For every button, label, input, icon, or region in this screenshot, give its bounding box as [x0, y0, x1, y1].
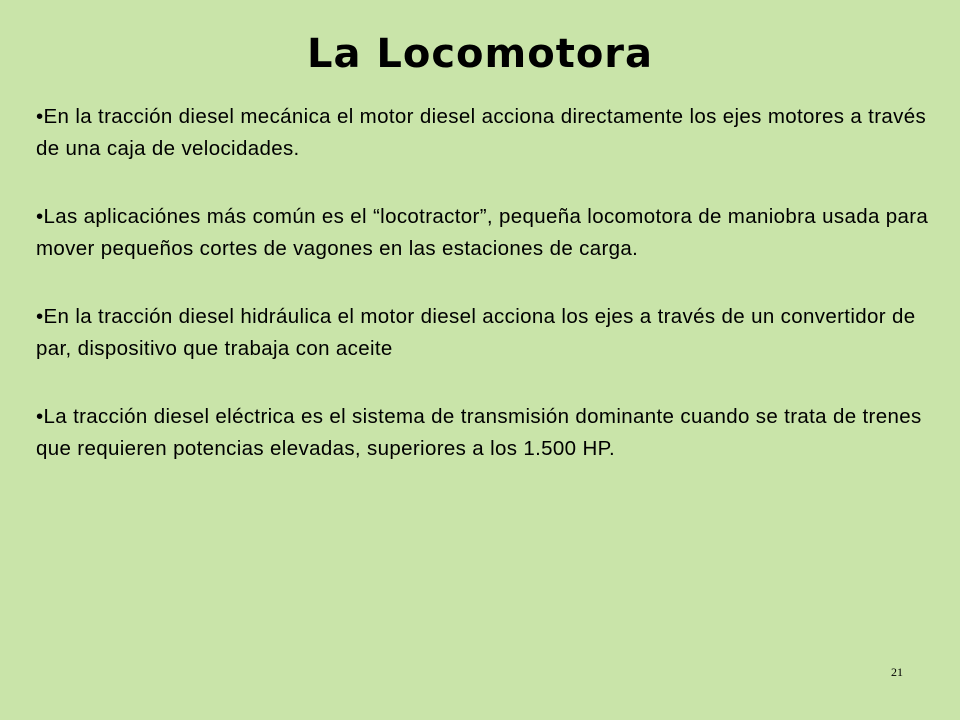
bullet-marker: • — [36, 305, 44, 328]
bullet-item — [36, 101, 936, 165]
bullet-marker: • — [36, 105, 44, 128]
bullet-marker: • — [36, 205, 44, 228]
bullet-item — [36, 301, 936, 365]
bullet-list — [36, 101, 936, 501]
bullet-text: Las aplicaciónes más común es el “locotractor”, pequeña locomotora de maniobra usada para mover pequeños cortes de vagones en las estaciones de carga. — [36, 205, 929, 260]
bullet-marker: • — [36, 405, 44, 428]
bullet-item — [36, 201, 936, 265]
bullet-item — [36, 401, 936, 465]
bullet-text: La tracción diesel eléctrica es el sistema de transmisión dominante cuando se trata de trenes que requieren potencias elevadas, superiores a los 1.500 HP. — [36, 405, 922, 460]
page-number: 21 — [891, 665, 903, 679]
bullet-text: En la tracción diesel mecánica el motor diesel acciona directamente los ejes motores a través de una caja de velocidades. — [36, 105, 927, 160]
bullet-text: En la tracción diesel hidráulica el motor diesel acciona los ejes a través de un convertidor de par, dispositivo que trabaja con aceite — [36, 305, 916, 360]
slide-title: La Locomotora — [306, 31, 654, 77]
